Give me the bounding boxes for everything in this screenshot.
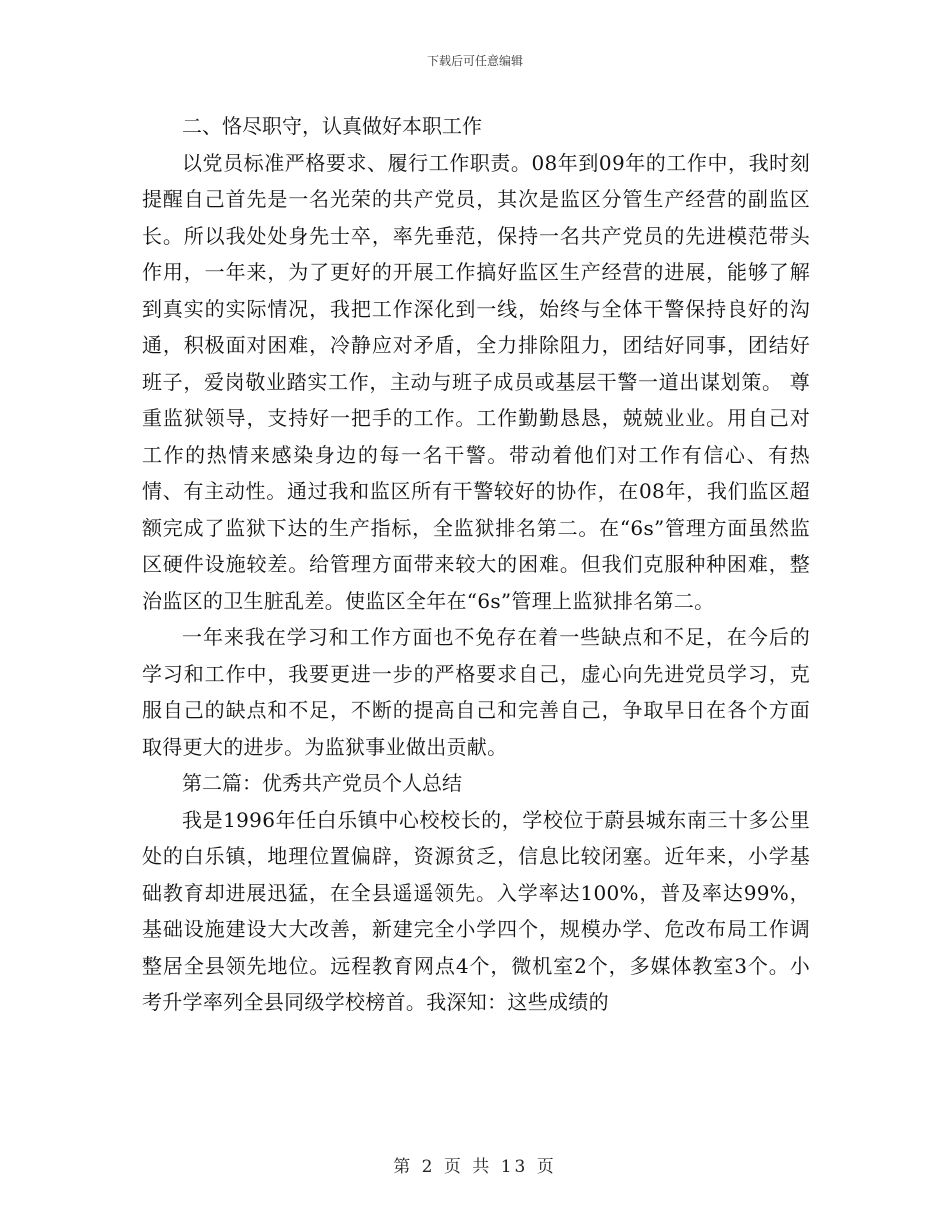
paragraph: 我是1996年任白乐镇中心校校长的，学校位于蔚县城东南三十多公里处的白乐镇，地理位置偏辟，资源贫乏，信息比较闭塞。近年来，小学基础教育却进展迅猛，在全县遥遥领先。入学率达100%，普及率达99%，基础设施建设大大改善，新建完全小学四个，规模办学、危改布局工作调整居全县领先地位。远程教育网点4个，微机室2个，多媒体教室3个。小考升学率列全县同级学校榜首。我深知：这些成绩的 <box>142 807 810 1014</box>
section-heading: 二、恪尽职守，认真做好本职工作 <box>182 114 482 138</box>
download-note: 下载后可任意编辑 <box>426 54 523 68</box>
page-number: 第 2 页 共 13 页 <box>393 1157 557 1177</box>
article-heading: 第二篇：优秀共产党员个人总结 <box>182 771 462 795</box>
paragraph: 以党员标准严格要求、履行工作职责。08年到09年的工作中，我时刻提醒自己首先是一名光荣的共产党员，其次是监区分管生产经营的副监区长。所以我处处身先士卒，率先垂范，保持一名共产党员的先进模范带头作用，一年来，为了更好的开展工作搞好监区生产经营的进展，能够了解到真实的实际情况，我把工作深化到一线，始终与全体干警保持良好的沟通，积极面对困难，冷静应对矛盾，全力排除阻力，团结好同事，团结好班子，爱岗敬业踏实工作，主动与班子成员或基层干警一道出谋划策。 尊重监狱领导，支持好一把手的工作。工作勤勤恳恳，兢兢业业。用自己对工作的热情来感染身边的每一名干警。带动着他们对工作有信心、有热情、有主动性。通过我和监区所有干警较好的协作，在08年，我们监区超额完成了监狱下达的生产指标，全监狱排名第二。在“6s”管理方面虽然监区硬件设施较差。给管理方面带来较大的困难。但我们克服种种困难，整治监区的卫生脏乱差。使监区全年在“6s”管理上监狱排名第二。 <box>142 150 810 613</box>
document-body <box>142 108 810 1021</box>
paragraph: 一年来我在学习和工作方面也不免存在着一些缺点和不足，在今后的学习和工作中，我要更进一步的严格要求自己，虚心向先进党员学习，克服自己的缺点和不足，不断的提高自己和完善自己，争取早日在各个方面取得更大的进步。为监狱事业做出贡献。 <box>142 625 810 759</box>
